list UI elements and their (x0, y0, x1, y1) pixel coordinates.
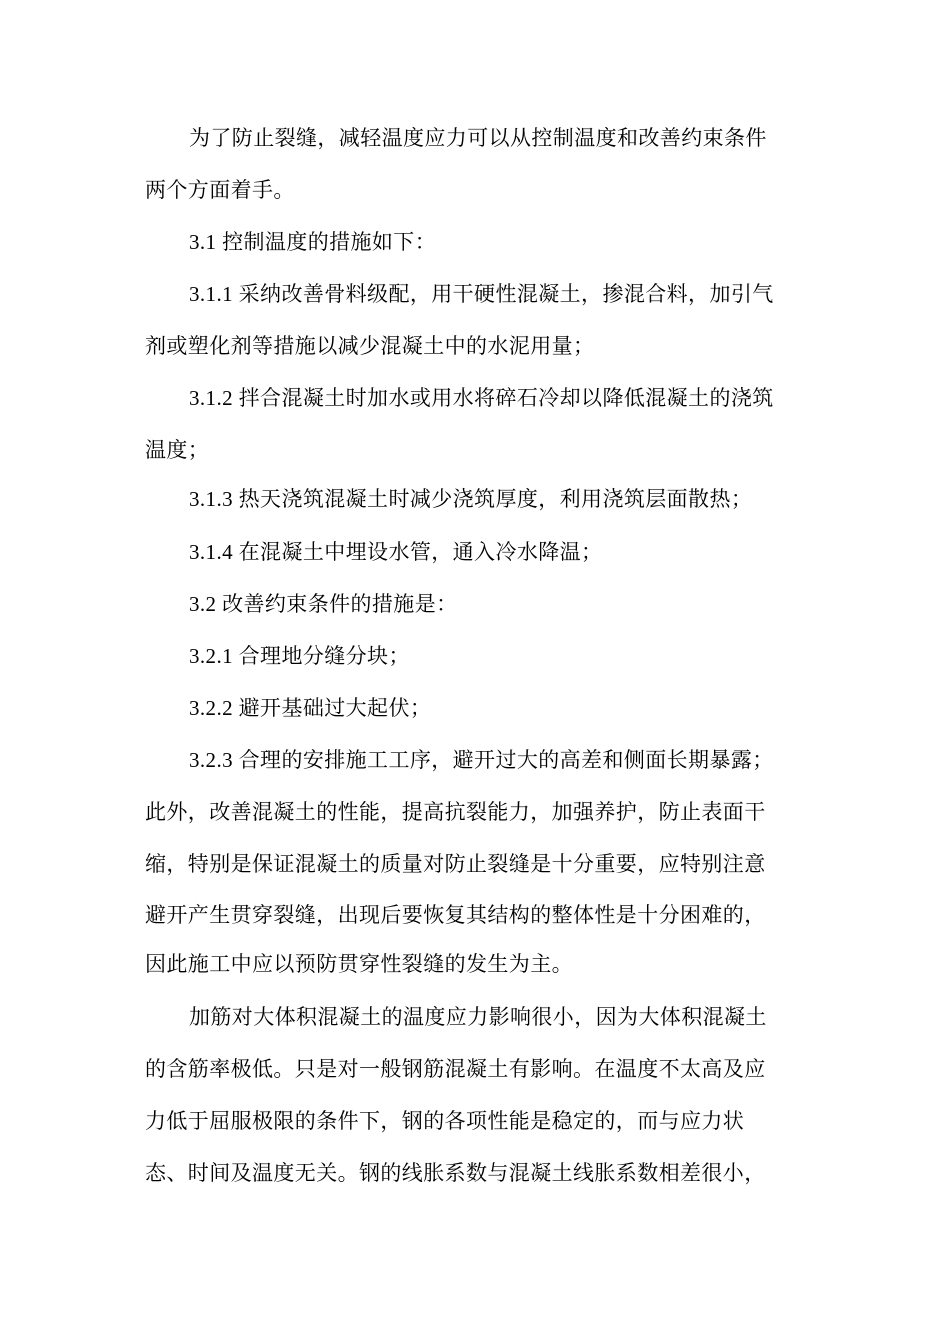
paragraph-line: 避开产生贯穿裂缝，出现后要恢复其结构的整体性是十分困难的， (145, 903, 766, 927)
paragraph-line: 3.2.3 合理的安排施工工序，避开过大的高差和侧面长期暴露； (189, 748, 774, 772)
paragraph-line: 3.1.3 热天浇筑混凝土时减少浇筑厚度，利用浇筑层面散热； (189, 487, 753, 511)
paragraph-line: 加筋对大体积混凝土的温度应力影响很小，因为大体积混凝土 (189, 1005, 767, 1029)
paragraph-line: 3.2.1 合理地分缝分块； (189, 644, 410, 668)
paragraph-line: 3.2.2 避开基础过大起伏； (189, 696, 432, 720)
paragraph-line: 剂或塑化剂等措施以减少混凝土中的水泥用量； (145, 334, 595, 358)
paragraph-line: 温度； (145, 438, 210, 462)
paragraph-line: 因此施工中应以预防贯穿性裂缝的发生为主。 (145, 952, 573, 976)
paragraph-line: 缩，特别是保证混凝土的质量对防止裂缝是十分重要，应特别注意 (145, 852, 766, 876)
paragraph-line: 为了防止裂缝，减轻温度应力可以从控制温度和改善约束条件 (189, 126, 767, 150)
paragraph-line: 3.1.4 在混凝土中埋设水管，通入冷水降温； (189, 540, 603, 564)
section-heading: 3.1 控制温度的措施如下： (189, 230, 437, 254)
paragraph-line: 的含筋率极低。只是对一般钢筋混凝土有影响。在温度不太高及应 (145, 1057, 766, 1081)
paragraph-line: 态、时间及温度无关。钢的线胀系数与混凝土线胀系数相差很小， (145, 1161, 766, 1185)
paragraph-line: 3.1.2 拌合混凝土时加水或用水将碎石冷却以降低混凝土的浇筑 (189, 386, 774, 410)
section-heading: 3.2 改善约束条件的措施是： (189, 592, 458, 616)
paragraph-line: 两个方面着手。 (145, 178, 295, 202)
paragraph-line: 3.1.1 采纳改善骨料级配，用干硬性混凝土，掺混合料，加引气 (189, 282, 774, 306)
paragraph-line: 此外，改善混凝土的性能，提高抗裂能力，加强养护，防止表面干 (145, 800, 766, 824)
paragraph-line: 力低于屈服极限的条件下，钢的各项性能是稳定的，而与应力状 (145, 1109, 745, 1133)
